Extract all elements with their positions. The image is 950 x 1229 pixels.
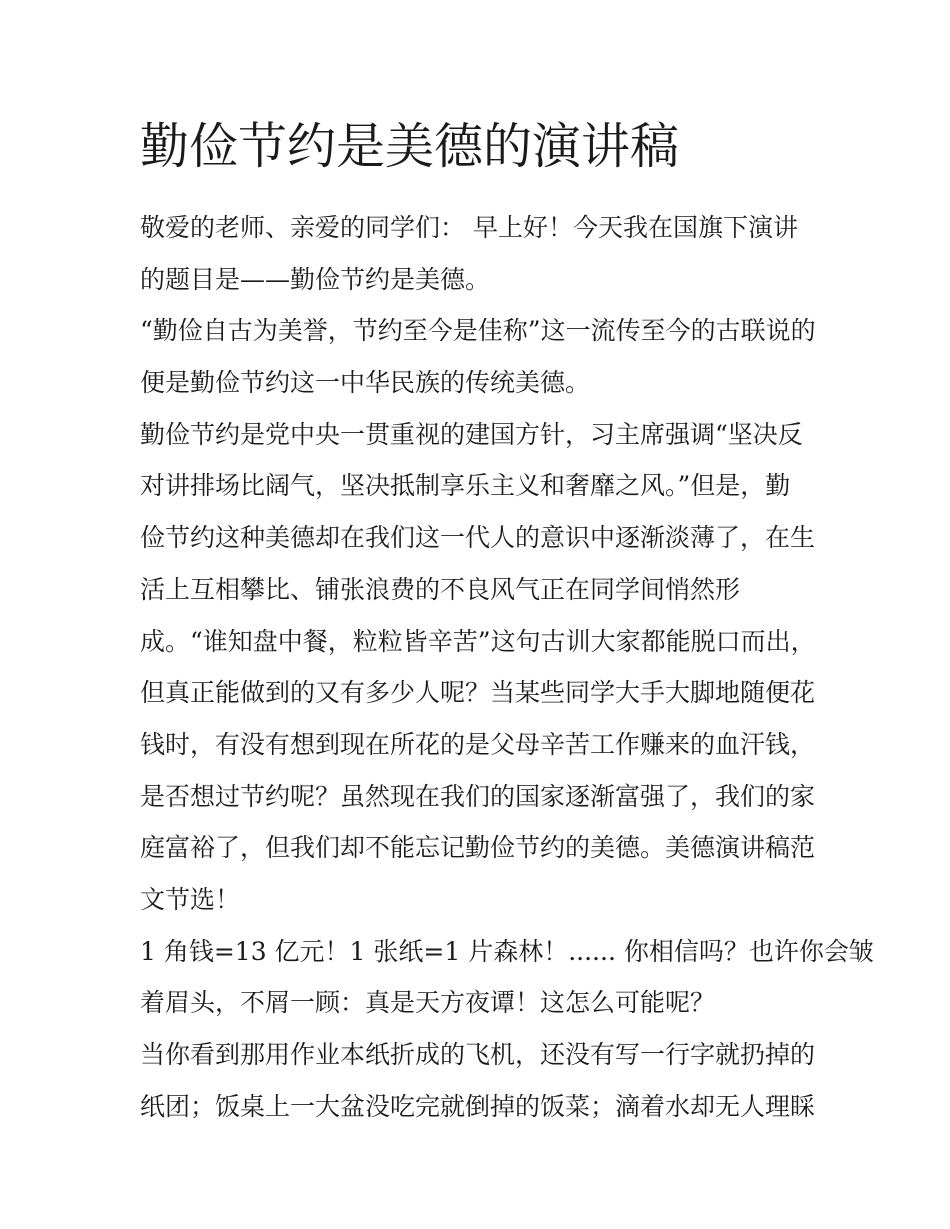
text-line: 敬爱的老师、亲爱的同学们： 早上好！今天我在国旗下演讲 (140, 213, 798, 242)
text-line: 纸团；饭桌上一大盆没吃完就倒掉的饭菜；滴着水却无人理睬 (140, 1091, 816, 1121)
document-title: 勤俭节约是美德的演讲稿 (140, 118, 680, 175)
text-line: 勤俭节约是党中央一贯重视的建国方针，习主席强调“坚决反 (140, 419, 803, 449)
text-line: 活上互相攀比、铺张浪费的不良风气正在同学间悄然形 (140, 574, 741, 604)
text-line: 当你看到那用作业本纸折成的飞机，还没有写一行字就扔掉的 (140, 1040, 816, 1069)
text-line: 庭富裕了，但我们却不能忘记勤俭节约的美德。美德演讲稿范 (140, 833, 816, 863)
document-body (140, 202, 874, 1132)
text-line: 是否想过节约呢？虽然现在我们的国家逐渐富强了，我们的家 (140, 781, 816, 811)
text-line: 成。“谁知盘中餐，粒粒皆辛苦”这句古训大家都能脱口而出， (140, 626, 816, 656)
text-line: 钱时，有没有想到现在所花的是父母辛苦工作赚来的血汗钱， (140, 729, 816, 759)
text-line: 的题目是——勤俭节约是美德。 (140, 264, 491, 294)
text-line: 文节选！ (140, 884, 241, 914)
text-line: 便是勤俭节约这一中华民族的传统美德。 (140, 368, 591, 398)
text-line: 1 角钱=13 亿元！1 张纸=1 片森林！...... 你相信吗？也许你会皱 (140, 936, 874, 966)
text-line: 俭节约这种美德却在我们这一代人的意识中逐渐淡薄了，在生 (140, 523, 816, 553)
text-line: “勤俭自古为美誉，节约至今是佳称”这一流传至今的古联说的 (140, 316, 816, 346)
text-line: 着眉头，不屑一顾：真是天方夜谭！这怎么可能呢？ (140, 988, 716, 1018)
text-line: 对讲排场比阔气，坚决抵制享乐主义和奢靡之风。”但是，勤 (140, 471, 791, 501)
text-line: 但真正能做到的又有多少人呢？当某些同学大手大脚地随便花 (140, 678, 816, 708)
